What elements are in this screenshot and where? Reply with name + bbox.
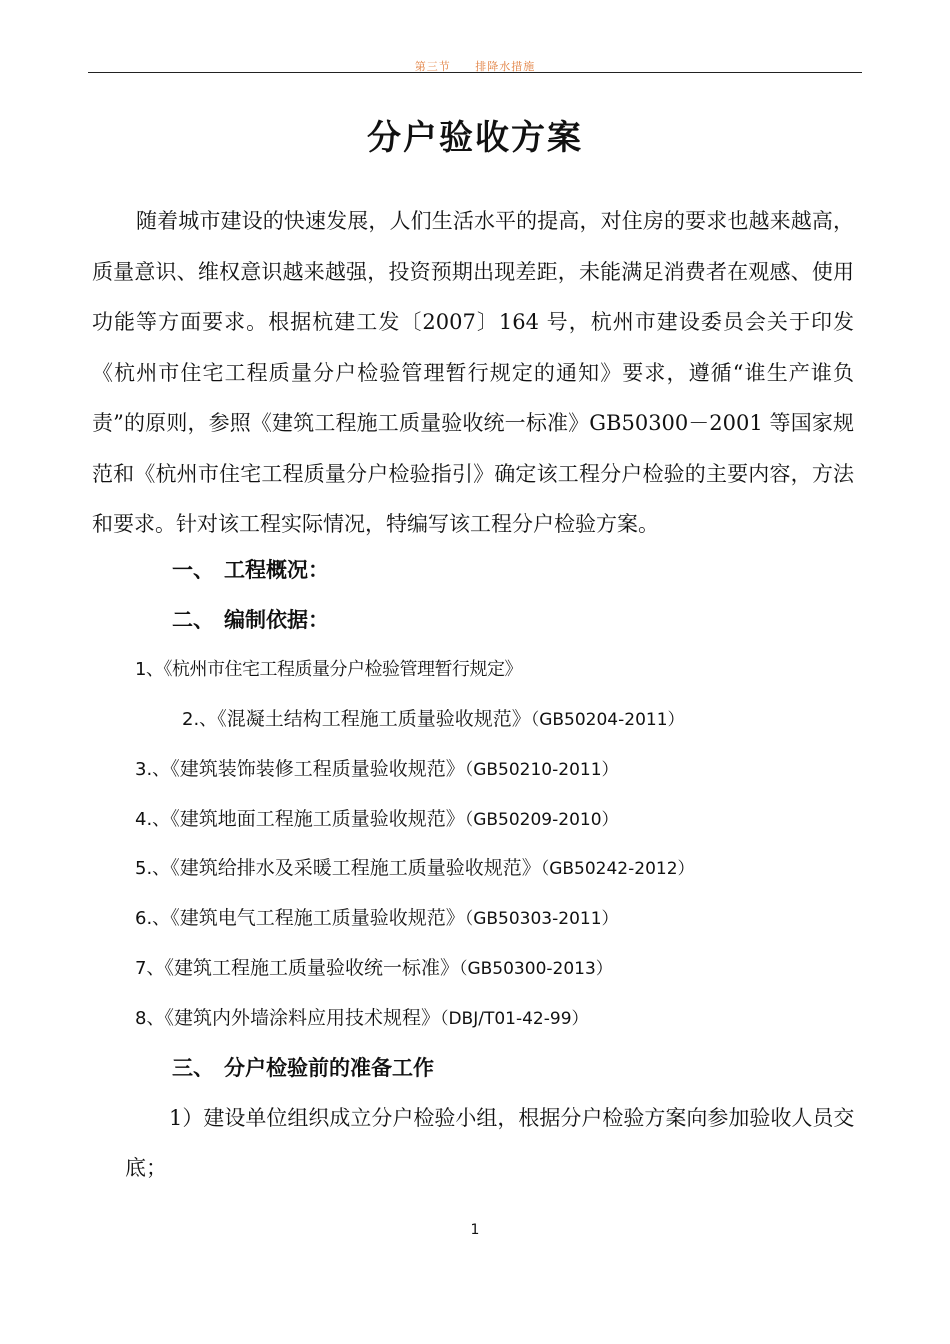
reference-number: 5.、	[135, 858, 171, 879]
section-title: 工程概况：	[224, 557, 329, 582]
section-number: 二、	[172, 607, 214, 632]
reference-title: 《建筑装饰装修工程质量验收规范》	[170, 758, 465, 780]
section-heading-overview	[172, 554, 329, 584]
reference-item	[135, 853, 695, 880]
reference-number: 7、	[135, 958, 165, 979]
reference-code: （GB50210-2011）	[464, 760, 619, 780]
reference-title: 《混凝土结构工程施工质量验收规范》	[217, 708, 531, 730]
reference-code: （GB50204-2011）	[530, 710, 685, 730]
intro-paragraph: 随着城市建设的快速发展，人们生活水平的提高，对住房的要求也越来越高，质量意识、维权意识越来越强，投资预期出现差距，未能满足消费者在观感、使用功能等方面要求。根据杭建工发〔2007〕164 号，杭州市建设委员会关于印发《杭州市住宅工程质量分户检验管理暂行规定的通知》要求，遵循“谁生产谁负责”的原则，参照《建筑工程施工质量验收统一标准》GB50300－2001 等国家规范和《杭州市住宅工程质量分户检验指引》确定该工程分户检验的主要内容，方法和要求。针对该工程实际情况，特编写该工程分户检验方案。	[92, 209, 854, 536]
section-heading-basis	[172, 604, 329, 634]
reference-item	[135, 804, 619, 831]
reference-item	[135, 953, 613, 980]
preparation-item: 1）建设单位组织成立分户检验小组，根据分户检验方案向参加验收人员交底；	[125, 1106, 855, 1180]
section-heading-preparation	[172, 1052, 434, 1082]
section-number: 一、	[172, 557, 214, 582]
reference-title: 《建筑电气工程施工质量验收规范》	[170, 907, 465, 929]
header-section: 第三节	[414, 60, 451, 73]
reference-item	[135, 903, 619, 930]
reference-item	[135, 655, 522, 681]
reference-title: 《建筑给排水及采暖工程施工质量验收规范》	[170, 857, 541, 879]
page-number: 1	[470, 1222, 480, 1238]
reference-code: （GB50209-2010）	[464, 810, 619, 830]
reference-title: 《建筑工程施工质量验收统一标准》	[164, 957, 459, 979]
reference-number: 2.、	[182, 709, 218, 730]
header-topic: 排降水措施	[475, 60, 536, 73]
reference-item	[135, 754, 619, 781]
section-title: 分户检验前的准备工作	[224, 1055, 434, 1080]
reference-number: 4.、	[135, 809, 171, 830]
reference-code: （GB50242-2012）	[540, 859, 695, 879]
reference-title: 《杭州市住宅工程质量分户检验管理暂行规定》	[163, 659, 522, 680]
reference-title: 《建筑地面工程施工质量验收规范》	[170, 808, 465, 830]
reference-code: （GB50303-2011）	[464, 909, 619, 929]
reference-item	[135, 1003, 589, 1030]
document-title: 分户验收方案	[367, 118, 583, 158]
reference-code: （GB50300-2013）	[458, 959, 613, 979]
reference-code: （DBJ/T01-42-99）	[439, 1009, 589, 1029]
section-number: 三、	[172, 1055, 214, 1080]
reference-number: 3.、	[135, 759, 171, 780]
reference-item	[182, 704, 685, 731]
reference-number: 1、	[135, 659, 164, 680]
reference-title: 《建筑内外墙涂料应用技术规程》	[164, 1007, 440, 1029]
reference-number: 8、	[135, 1008, 165, 1029]
header-rule	[88, 72, 862, 73]
section-title: 编制依据：	[224, 607, 329, 632]
reference-number: 6.、	[135, 908, 171, 929]
